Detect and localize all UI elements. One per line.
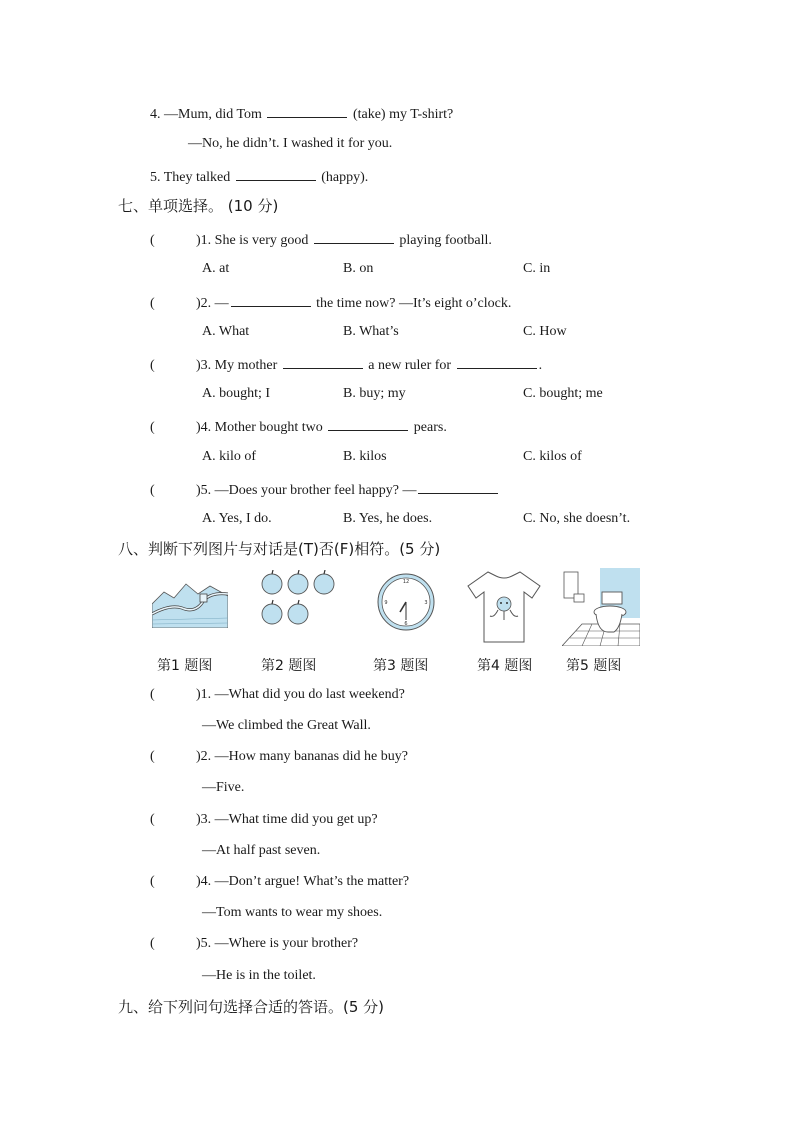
svg-text:3: 3 — [424, 600, 428, 606]
answer-paren[interactable]: ( — [150, 936, 155, 951]
option-b[interactable]: B. buy; my — [343, 386, 406, 401]
q-num: )5. — [196, 936, 212, 951]
q-text: She is very good — [214, 233, 309, 248]
answer-paren[interactable]: ( — [150, 358, 155, 373]
q-text: —Does your brother feel happy? — — [214, 483, 417, 498]
s8-q5 — [150, 935, 358, 953]
picture-caption-1: 第1 题图 — [157, 658, 213, 674]
q-num: )2. — [196, 296, 212, 311]
q-text: —Don’t argue! What’s the matter? — [214, 874, 410, 889]
q5-text-b: (happy). — [321, 170, 369, 185]
fill-q4-reply: —No, he didn’t. I washed it for you. — [188, 136, 393, 151]
svg-text:9: 9 — [384, 600, 388, 606]
q-text: My mother — [214, 358, 278, 373]
option-b[interactable]: B. kilos — [343, 449, 387, 464]
toilet-picture — [562, 568, 640, 646]
q-text: pears. — [413, 420, 447, 435]
s7-q3 — [150, 354, 542, 375]
option-b[interactable]: B. Yes, he does. — [343, 511, 433, 526]
answer-paren[interactable]: ( — [150, 874, 155, 889]
q4-text-a: 4. —Mum, did Tom — [150, 107, 262, 122]
s7-q2 — [150, 292, 511, 313]
q5-text-a: 5. They talked — [150, 170, 231, 185]
q-text: —Where is your brother? — [214, 936, 359, 951]
answer-paren[interactable]: ( — [150, 749, 155, 764]
answer-blank[interactable] — [283, 354, 363, 369]
picture-caption-2: 第2 题图 — [261, 658, 317, 674]
option-c[interactable]: C. in — [523, 261, 551, 276]
option-a[interactable]: A. kilo of — [202, 449, 257, 464]
q-text: a new ruler for — [368, 358, 452, 373]
option-b[interactable]: B. What’s — [343, 324, 399, 339]
answer-blank[interactable] — [418, 479, 498, 494]
q-num: )1. — [196, 233, 212, 248]
svg-text:6: 6 — [404, 621, 408, 627]
svg-text:12: 12 — [402, 579, 410, 585]
option-a[interactable]: A. What — [202, 324, 250, 339]
q-num: )1. — [196, 687, 212, 702]
option-a[interactable]: A. Yes, I do. — [202, 511, 272, 526]
q-text: the time now? —It’s eight o’clock. — [316, 296, 512, 311]
option-a[interactable]: A. bought; I — [202, 386, 271, 401]
great-wall-picture — [152, 574, 228, 628]
q-num: )5. — [196, 483, 212, 498]
q-num: )3. — [196, 812, 212, 827]
answer-blank[interactable] — [457, 354, 537, 369]
s8-q2 — [150, 748, 408, 766]
answer-paren[interactable]: ( — [150, 420, 155, 435]
section7-title: 七、单项选择。 (10 分) — [118, 197, 279, 215]
picture-caption-3: 第3 题图 — [373, 658, 429, 674]
q-text: Mother bought two — [214, 420, 323, 435]
q-text: —How many bananas did he buy? — [214, 749, 408, 764]
option-a[interactable]: A. at — [202, 261, 230, 276]
q-text: . — [538, 358, 543, 373]
option-c[interactable]: C. kilos of — [523, 449, 582, 464]
tshirt-picture — [466, 570, 542, 644]
q-text: playing football. — [399, 233, 492, 248]
clock-picture — [376, 572, 436, 632]
option-c[interactable]: C. How — [523, 324, 567, 339]
fill-q5 — [150, 166, 368, 187]
answer-blank[interactable] — [236, 166, 316, 181]
q-num: )2. — [196, 749, 212, 764]
q-text: —What did you do last weekend? — [214, 687, 405, 702]
s8-q2-reply: —Five. — [202, 780, 245, 795]
s8-q5-reply: —He is in the toilet. — [202, 968, 316, 983]
answer-paren[interactable]: ( — [150, 483, 155, 498]
s8-q3 — [150, 811, 378, 829]
answer-blank[interactable] — [328, 416, 408, 431]
s8-q3-reply: —At half past seven. — [202, 843, 321, 858]
section8-title: 八、判断下列图片与对话是(T)否(F)相符。(5 分) — [118, 540, 441, 558]
fill-q4 — [150, 103, 453, 124]
answer-paren[interactable]: ( — [150, 687, 155, 702]
s7-q1 — [150, 229, 492, 250]
option-c[interactable]: C. No, she doesn’t. — [523, 511, 631, 526]
s8-q1 — [150, 686, 405, 704]
q-num: )4. — [196, 874, 212, 889]
picture-caption-5: 第5 题图 — [566, 658, 622, 674]
option-c[interactable]: C. bought; me — [523, 386, 603, 401]
answer-paren[interactable]: ( — [150, 233, 155, 248]
s7-q5 — [150, 479, 500, 500]
q-num: )3. — [196, 358, 212, 373]
answer-blank[interactable] — [267, 103, 347, 118]
section9-title: 九、给下列问句选择合适的答语。(5 分) — [118, 998, 385, 1016]
option-b[interactable]: B. on — [343, 261, 374, 276]
answer-blank[interactable] — [314, 229, 394, 244]
q-num: )4. — [196, 420, 212, 435]
q-text: —What time did you get up? — [214, 812, 378, 827]
picture-caption-4: 第4 题图 — [477, 658, 533, 674]
answer-blank[interactable] — [231, 292, 311, 307]
s8-q4-reply: —Tom wants to wear my shoes. — [202, 905, 383, 920]
s8-q4 — [150, 873, 409, 891]
s8-q1-reply: —We climbed the Great Wall. — [202, 718, 371, 733]
answer-paren[interactable]: ( — [150, 296, 155, 311]
answer-paren[interactable]: ( — [150, 812, 155, 827]
q4-text-b: (take) my T-shirt? — [352, 107, 454, 122]
s7-q4 — [150, 416, 447, 437]
apples-picture — [260, 570, 338, 628]
q-text: — — [214, 296, 229, 311]
